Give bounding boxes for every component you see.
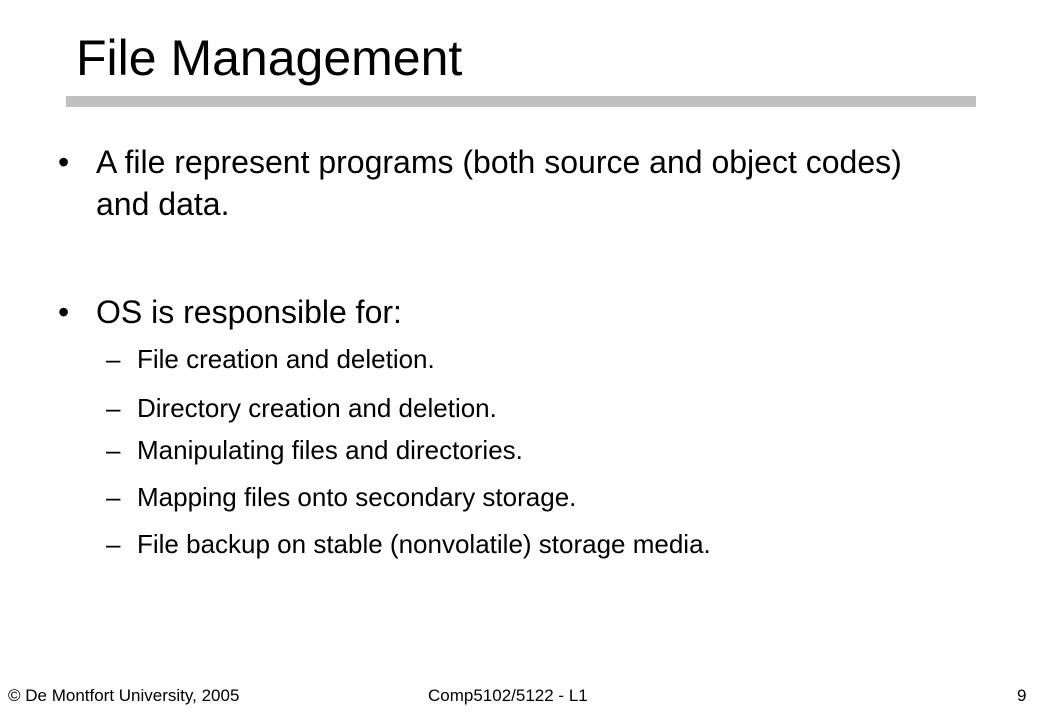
sub-item-text: File creation and deletion. — [137, 344, 435, 374]
sub-item-text: Mapping files onto secondary storage. — [137, 482, 577, 512]
sub-item-3 — [106, 434, 523, 466]
sub-item-2 — [106, 392, 497, 424]
bullet-text: A file represent programs (both source and object codes) and data. — [96, 144, 902, 222]
slide-title: File Management — [76, 30, 463, 86]
dash-marker: – — [106, 482, 121, 512]
bullet-item-1 — [58, 141, 958, 225]
bullet-item-2 — [58, 291, 958, 333]
footer-copyright: © De Montfort University, 2005 — [8, 686, 240, 705]
bullet-marker: • — [58, 294, 70, 330]
bullet-text: OS is responsible for: — [96, 294, 402, 330]
dash-marker: – — [106, 435, 121, 465]
dash-marker: – — [106, 393, 121, 423]
dash-marker: – — [106, 529, 121, 559]
sub-item-1 — [106, 343, 435, 375]
sub-item-text: File backup on stable (nonvolatile) storage media. — [137, 529, 711, 559]
sub-item-text: Directory creation and deletion. — [137, 393, 497, 423]
footer-course: Comp5102/5122 - L1 — [428, 686, 588, 705]
footer-page-number: 9 — [1017, 686, 1027, 705]
sub-item-text: Manipulating files and directories. — [137, 435, 523, 465]
dash-marker: – — [106, 344, 121, 374]
title-underline — [66, 96, 976, 107]
sub-item-4 — [106, 481, 576, 513]
bullet-marker: • — [58, 144, 70, 180]
sub-item-5 — [106, 528, 711, 560]
